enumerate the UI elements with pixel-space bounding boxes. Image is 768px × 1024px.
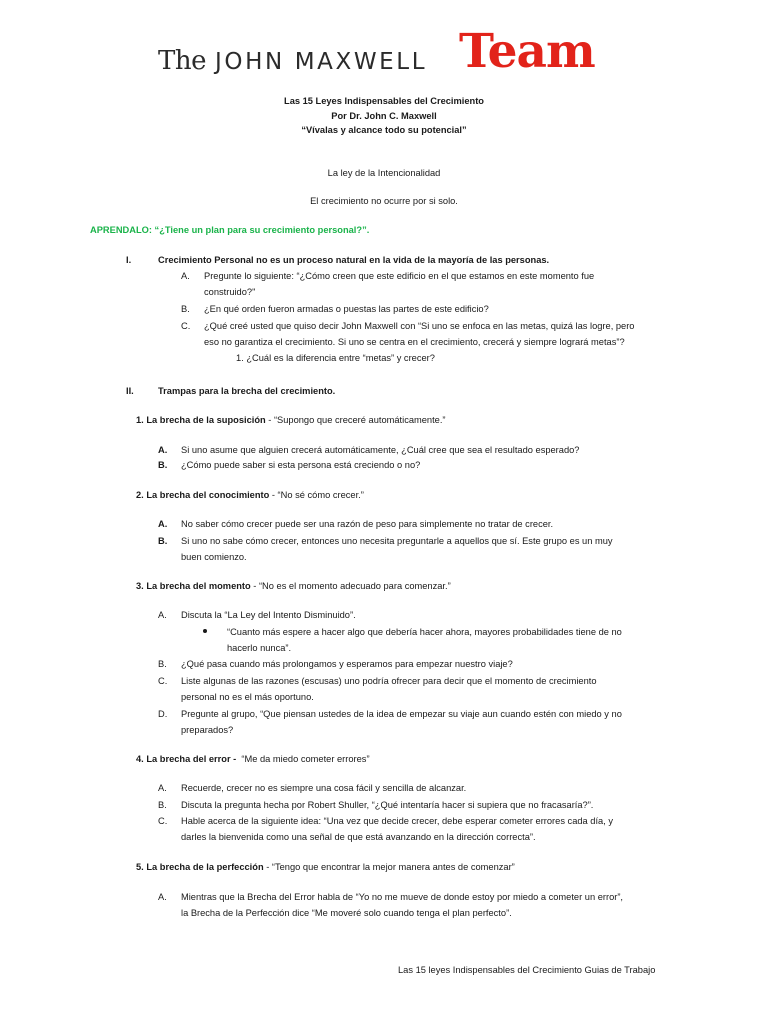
gap-4-item-marker: A.: [158, 783, 167, 793]
gap-3-bullet-text: hacerlo nunca”.: [227, 643, 292, 653]
gap-1-item-text: ¿Cómo puede saber si esta persona está creciendo o no?: [181, 460, 421, 470]
section-1-item-marker: C.: [181, 321, 191, 331]
gap-3-quote: - “No es el momento adecuado para comenzar.”: [250, 581, 451, 591]
law-subtitle: El crecimiento no ocurre por si solo.: [310, 196, 458, 206]
gap-3-item-text: Discuta la “La Ley del Intento Disminuido”.: [181, 610, 356, 620]
gap-5-item-text: la Brecha de la Perfección dice “Me moveré solo cuando tenga el plan perfecto”.: [181, 908, 512, 918]
gap-2-item-marker: A.: [158, 519, 168, 529]
gap-2-quote: - “No sé cómo crecer.”: [269, 490, 364, 500]
brand-logo: [0, 24, 768, 84]
gap-1-item-marker: B.: [158, 460, 168, 470]
section-1-marker: I.: [126, 255, 132, 265]
gap-4-item-text: Recuerde, crecer no es siempre una cosa fácil y sencilla de alcanzar.: [181, 783, 467, 793]
gap-1-heading: [136, 412, 446, 428]
gap-2-title: 2. La brecha del conocimiento: [136, 490, 270, 500]
gap-3-item-marker: A.: [158, 610, 167, 620]
gap-5-quote: - “Tengo que encontrar la mejor manera antes de comenzar”: [263, 862, 515, 872]
gap-3-heading: [136, 578, 451, 594]
gap-2-item-text: Si uno no sabe cómo crecer, entonces uno necesita preguntarle a aquellos que sí. Este grupo es un muy: [181, 536, 613, 546]
page-footer: Las 15 leyes Indispensables del Crecimiento Guias de Trabajo: [398, 965, 656, 975]
gap-5-item-text: Mientras que la Brecha del Error habla de “Yo no me mueve de donde estoy por miedo a cometer un error”,: [181, 892, 624, 902]
section-1-item-text: ¿En qué orden fueron armadas o puestas las partes de este edificio?: [204, 304, 489, 314]
section-1-item-marker: B.: [181, 304, 190, 314]
section-1-heading: Crecimiento Personal no es un proceso natural en la vida de la mayoría de las personas.: [158, 255, 550, 265]
gap-1-item-text: Si uno asume que alguien crecerá automáticamente, ¿Cuál cree que sea el resultado esperado?: [181, 445, 580, 455]
gap-3-item-text: Pregunte al grupo, “Que piensan ustedes de la idea de empezar su viaje aun cuando estén con miedo y no: [181, 709, 622, 719]
gap-5-item-marker: A.: [158, 892, 167, 902]
gap-4-item-text: Hable acerca de la siguiente idea: “Una vez que decide crecer, debe esperar cometer errores cada día, y: [181, 816, 614, 826]
doc-title: Las 15 Leyes Indispensables del Crecimiento: [284, 96, 484, 106]
gap-4-quote: “Me da miedo cometer errores”: [236, 754, 370, 764]
gap-4-item-marker: B.: [158, 800, 167, 810]
gap-4-title: 4. La brecha del error -: [136, 754, 237, 764]
gap-4-item-text: Discuta la pregunta hecha por Robert Shuller, “¿Qué intentaría hacer si supiera que no fracasaría?”.: [181, 800, 594, 810]
aprendalo-prompt: APRENDALO: “¿Tiene un plan para su crecimiento personal?”.: [90, 225, 370, 235]
gap-3-bullet-text: “Cuanto más espere a hacer algo que debería hacer ahora, mayores probabilidades tiene de no: [227, 627, 622, 637]
logo-team: Team: [459, 24, 595, 79]
gap-3-item-text: preparados?: [181, 725, 234, 735]
doc-motto: “Vívalas y alcance todo su potencial”: [301, 125, 467, 135]
gap-3-item-text: Liste algunas de las razones (escusas) uno podría ofrecer para decir que el momento de crecimiento: [181, 676, 597, 686]
gap-3-item-text: personal no es el más oportuno.: [181, 692, 314, 702]
gap-4-heading: [136, 751, 370, 767]
doc-author: Por Dr. John C. Maxwell: [331, 111, 437, 121]
logo-john-maxwell: JOHN MAXWELL: [215, 49, 428, 75]
section-2-marker: II.: [126, 386, 134, 396]
gap-5-heading: [136, 859, 515, 875]
gap-3-item-marker: B.: [158, 659, 167, 669]
bullet-icon: [203, 629, 207, 633]
section-1-item-text: eso no garantiza el crecimiento. Si uno se centra en el crecimiento, crecerá y siempre logrará metas”?: [204, 337, 625, 347]
gap-3-item-marker: C.: [158, 676, 168, 686]
gap-2-heading: [136, 487, 364, 503]
gap-2-item-text: No saber cómo crecer puede ser una razón de peso para simplemente no tratar de crecer.: [181, 519, 554, 529]
gap-4-item-text: darles la bienvenida como una señal de que está avanzando en la dirección correcta”.: [181, 832, 536, 842]
section-2-heading: Trampas para la brecha del crecimiento.: [158, 386, 336, 396]
gap-1-item-marker: A.: [158, 445, 168, 455]
section-1-item-marker: A.: [181, 271, 190, 281]
gap-5-title: 5. La brecha de la perfección: [136, 862, 264, 872]
section-1-subitem: 1. ¿Cuál es la diferencia entre “metas” y crecer?: [236, 353, 435, 363]
gap-2-item-text: buen comienzo.: [181, 552, 247, 562]
gap-3-title: 3. La brecha del momento: [136, 581, 251, 591]
section-1-item-text: Pregunte lo siguiente: “¿Cómo creen que este edificio en el que estamos en este momento fue: [204, 271, 595, 281]
gap-2-item-marker: B.: [158, 536, 168, 546]
gap-3-item-marker: D.: [158, 709, 168, 719]
section-1-item-text: construido?": [204, 287, 256, 297]
logo-the: The: [158, 46, 206, 76]
gap-1-quote: - “Supongo que creceré automáticamente.”: [265, 415, 446, 425]
section-1-item-text: ¿Qué creé usted que quiso decir John Maxwell con “Si uno se enfoca en las metas, quizá las logre, pero: [204, 321, 635, 331]
law-title: La ley de la Intencionalidad: [327, 168, 441, 178]
gap-1-title: 1. La brecha de la suposición: [136, 415, 266, 425]
gap-3-item-text: ¿Qué pasa cuando más prolongamos y esperamos para empezar nuestro viaje?: [181, 659, 513, 669]
gap-4-item-marker: C.: [158, 816, 168, 826]
